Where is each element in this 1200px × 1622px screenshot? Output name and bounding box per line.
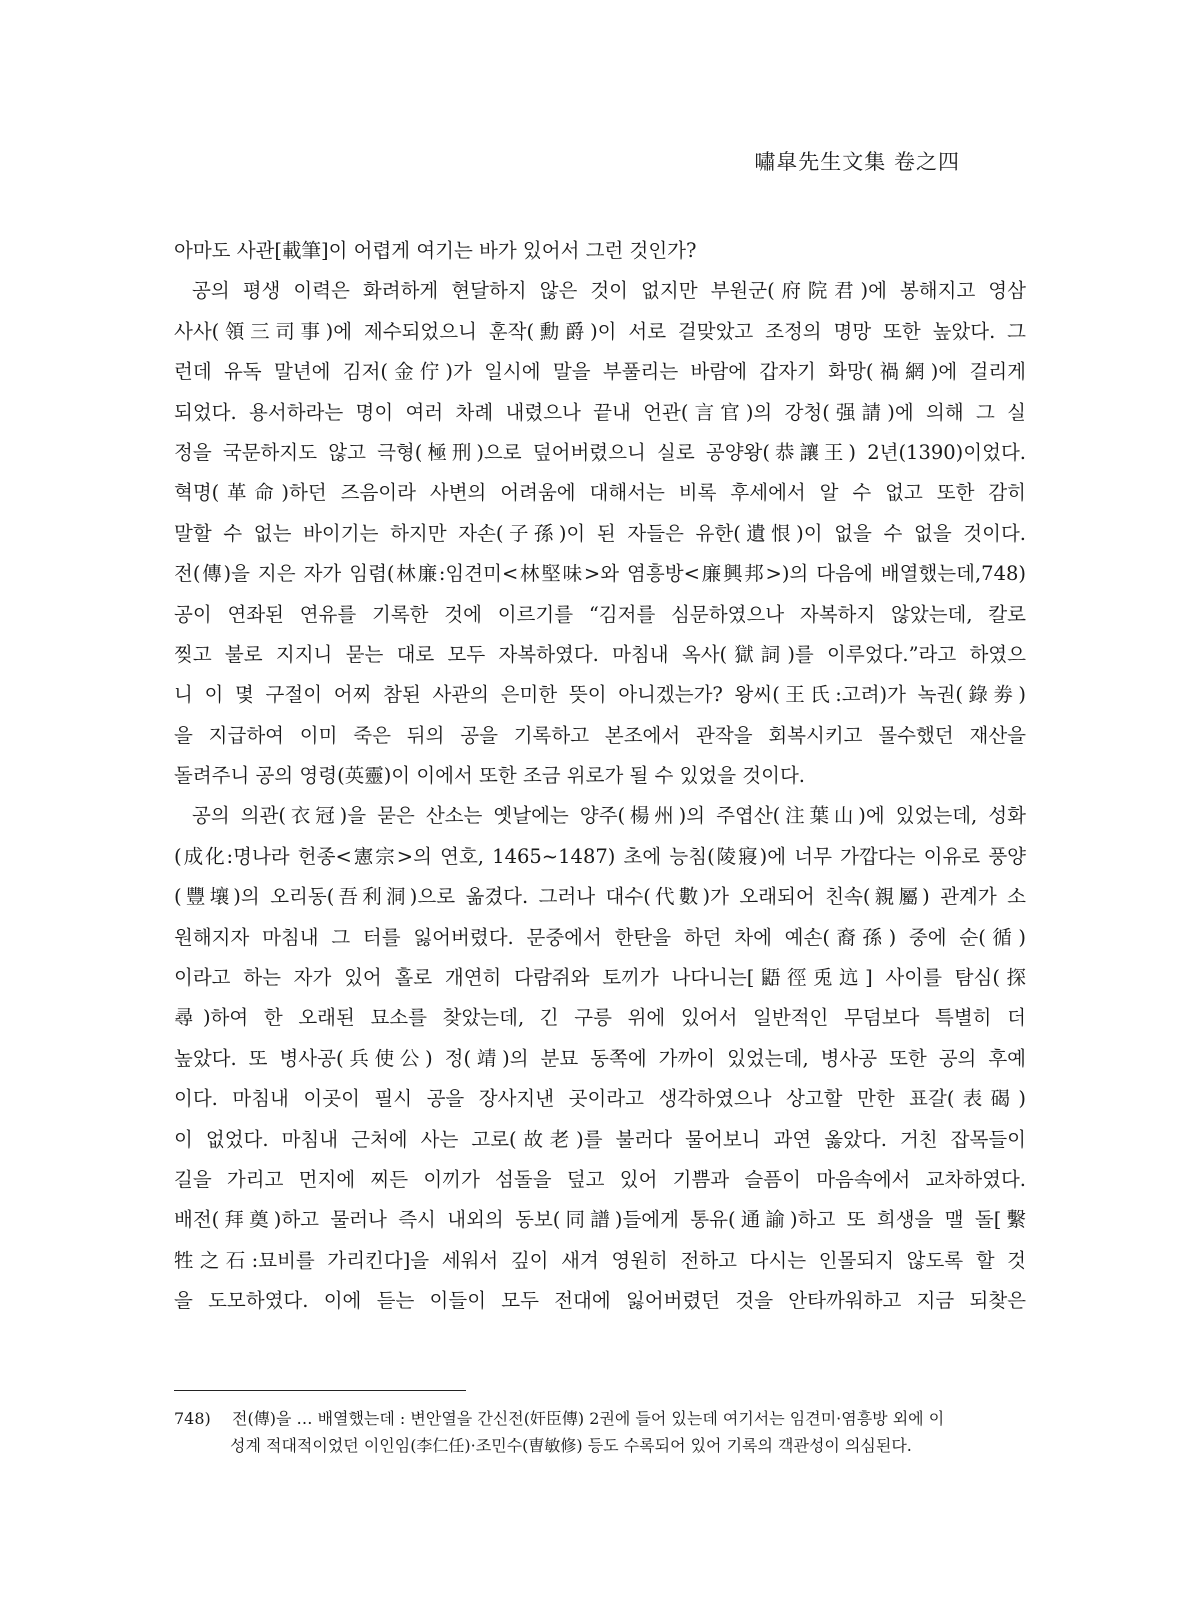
- text-line: (成化:명나라 헌종<憲宗>의 연호, 1465~1487) 초에 능침(陵寢)에 너무 가깝다는 이유로 풍양: [174, 844, 1026, 868]
- text-line: 공이 연좌된 연유를 기록한 것에 이르기를 “김저를 심문하였으나 자복하지 않았는데, 칼로: [174, 602, 1026, 626]
- text-line: 길을 가리고 먼지에 찌든 이끼가 섬돌을 덮고 있어 기쁨과 슬픔이 마음속에서 교차하였다.: [174, 1167, 1026, 1191]
- text-line: 런데 유독 말년에 김저(金佇)가 일시에 말을 부풀리는 바람에 갑자기 화망(禍網)에 걸리게: [174, 360, 1026, 384]
- text-line: 을 도모하였다. 이에 듣는 이들이 모두 전대에 잃어버렸던 것을 안타까워하고 지금 되찾은: [174, 1289, 1026, 1313]
- footnote-line: 성계 적대적이었던 이인임(李仁任)·조민수(曺敏修) 등도 수록되어 있어 기록의 객관성이 의심된다.: [230, 1436, 912, 1455]
- text-line: 이라고 하는 자가 있어 홀로 개연히 다람쥐와 토끼가 나다니는[鼯徑兎迒] 사이를 탐심(探: [174, 966, 1026, 990]
- text-line: (豐壤)의 오리동(吾利洞)으로 옮겼다. 그러나 대수(代數)가 오래되어 친속(親屬) 관계가 소: [174, 885, 1026, 909]
- text-line: 혁명(革命)하던 즈음이라 사변의 어려움에 대해서는 비록 후세에서 알 수 없고 또한 감히: [174, 481, 1026, 505]
- text-line: 공의 평생 이력은 화려하게 현달하지 않은 것이 없지만 부원군(府院君)에 봉해지고 영삼: [192, 279, 1026, 303]
- text-line: 이 없었다. 마침내 근처에 사는 고로(故老)를 불러다 물어보니 과연 옳았다. 거친 잡목들이: [174, 1127, 1026, 1151]
- running-header: 嘯皐先生文集 卷之四: [754, 150, 960, 174]
- text-line: 공의 의관(衣冠)을 묻은 산소는 옛날에는 양주(楊州)의 주엽산(注葉山)에 있었는데, 성화: [192, 804, 1026, 828]
- text-line: 돌려주니 공의 영령(英靈)이 이에서 또한 조금 위로가 될 수 있었을 것이다.: [174, 764, 805, 788]
- text-line: 말할 수 없는 바이기는 하지만 자손(子孫)이 된 자들은 유한(遺恨)이 없을 수 없을 것이다.: [174, 521, 1026, 545]
- text-line: 아마도 사관[載筆]이 어렵게 여기는 바가 있어서 그런 것인가?: [174, 239, 697, 262]
- text-line: 되었다. 용서하라는 명이 여러 차례 내렸으나 끝내 언관(言官)의 강청(强請)에 의해 그 실: [174, 400, 1026, 424]
- footnote-marker: 748): [174, 1409, 211, 1428]
- text-line: 전(傳)을 지은 자가 임렴(林廉:임견미<林堅味>와 염흥방<廉興邦>)의 다음에 배열했는데,748): [174, 562, 1026, 586]
- text-line: 정을 국문하지도 않고 극형(極刑)으로 덮어버렸으니 실로 공양왕(恭讓王) 2년(1390)이었다.: [174, 440, 1026, 464]
- text-line: 찢고 불로 지지니 묻는 대로 모두 자복하였다. 마침내 옥사(獄詞)를 이루었다.”라고 하였으: [174, 642, 1026, 666]
- footnote-text: 전(傳)을 … 배열했는데 : 변안열을 간신전(奸臣傳) 2권에 들어 있는데 여기서는 임견미·염흥방 외에 이: [232, 1409, 945, 1428]
- text-line: 원해지자 마침내 그 터를 잃어버렸다. 문중에서 한탄을 하던 차에 예손(裔孫) 중에 순(循): [174, 925, 1026, 949]
- text-line: 尋)하여 한 오래된 묘소를 찾았는데, 긴 구릉 위에 있어서 일반적인 무덤보다 특별히 더: [174, 1006, 1026, 1030]
- footnote-line: [174, 1405, 1026, 1432]
- text-line: 사사(領三司事)에 제수되었으니 훈작(勳爵)이 서로 걸맞았고 조정의 명망 또한 높았다. 그: [174, 319, 1026, 343]
- footnote: [174, 1405, 1026, 1459]
- body-text: [174, 231, 1026, 1322]
- text-line: 이다. 마침내 이곳이 필시 공을 장사지낸 곳이라고 생각하였으나 상고할 만한 표갈(表碣): [174, 1087, 1026, 1111]
- footnote-divider: [174, 1390, 466, 1391]
- text-line: 배전(拜奠)하고 물러나 즉시 내외의 동보(同譜)들에게 통유(通諭)하고 또 희생을 맬 돌[繫: [174, 1208, 1026, 1232]
- text-line: 높았다. 또 병사공(兵使公) 정(靖)의 분묘 동쪽에 가까이 있었는데, 병사공 또한 공의 후예: [174, 1046, 1026, 1070]
- text-line: 을 지급하여 이미 죽은 뒤의 공을 기록하고 본조에서 관작을 회복시키고 몰수했던 재산을: [174, 723, 1026, 747]
- text-line: 니 이 몇 구절이 어찌 참된 사관의 은미한 뜻이 아니겠는가? 왕씨(王氏:고려)가 녹권(錄劵): [174, 683, 1026, 707]
- text-line: 牲之石:묘비를 가리킨다]을 세워서 깊이 새겨 영원히 전하고 다시는 인몰되지 않도록 할 것: [174, 1248, 1026, 1272]
